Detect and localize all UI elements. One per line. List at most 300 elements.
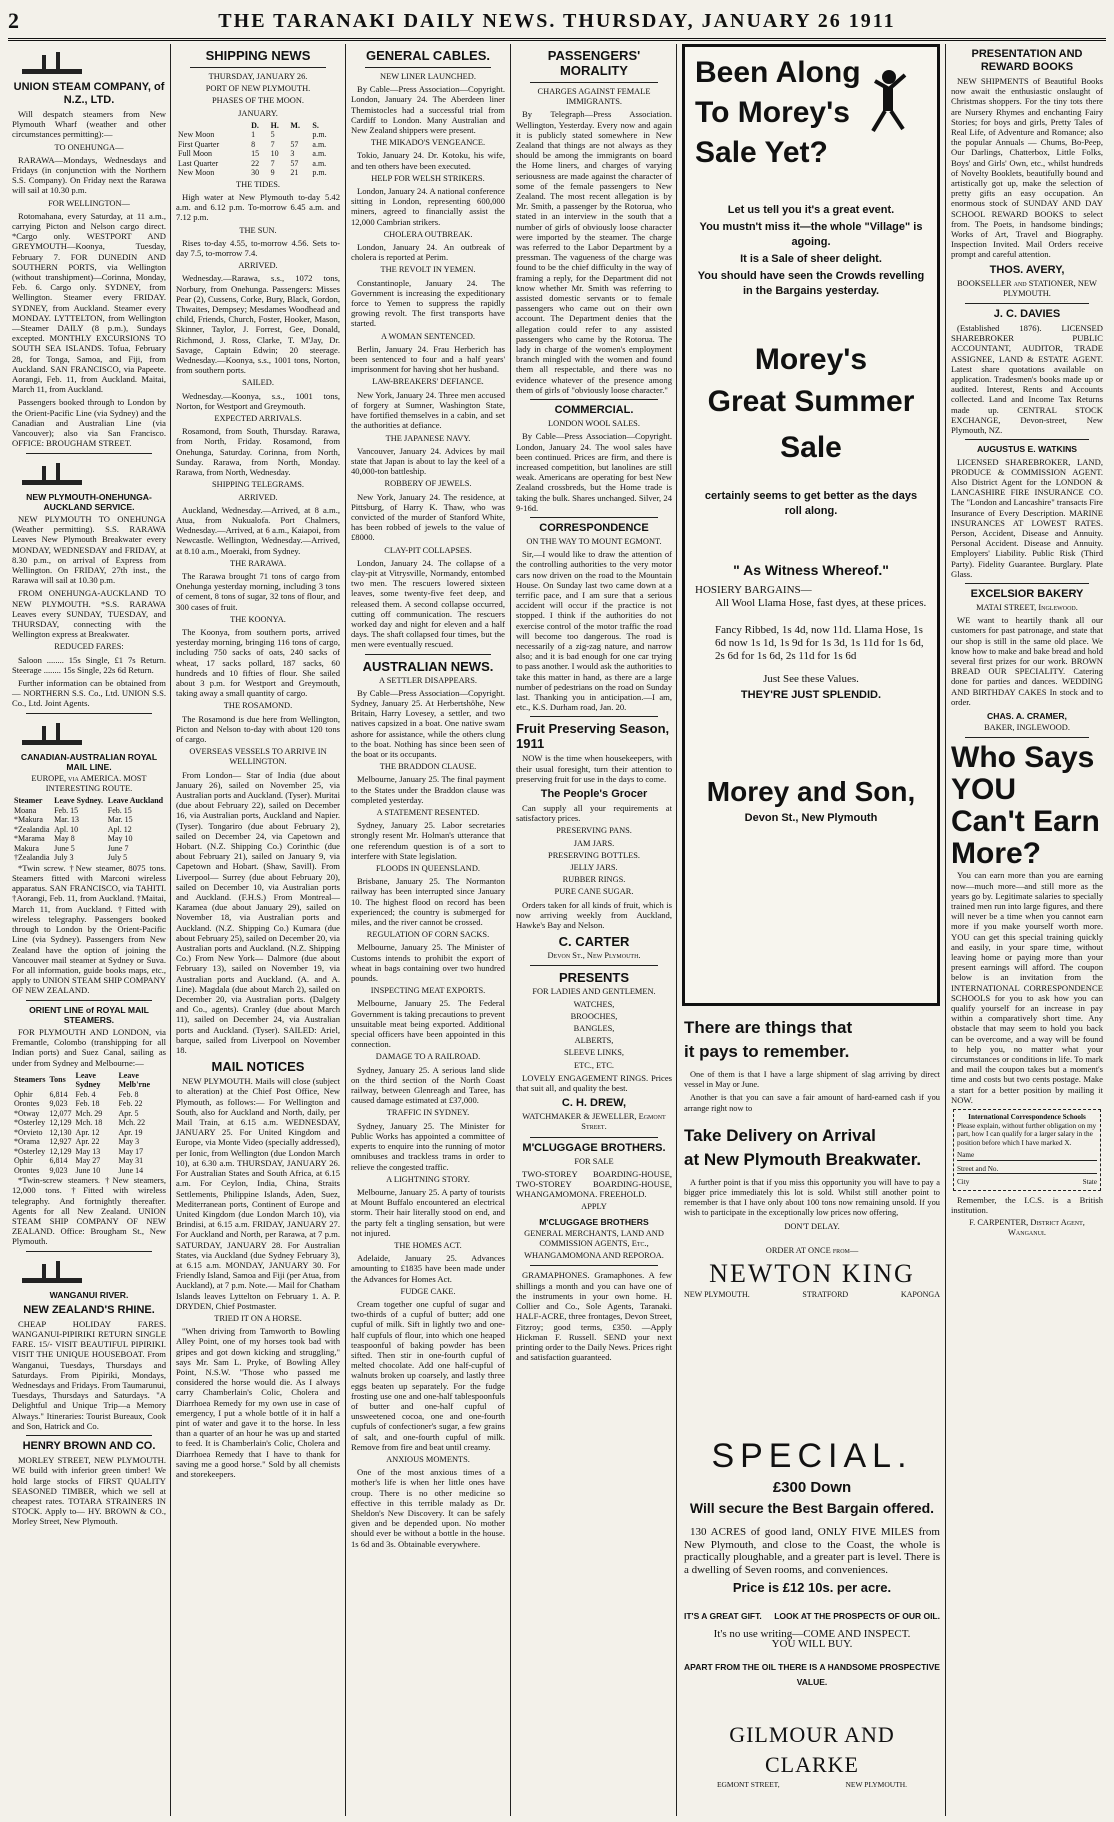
divider — [26, 453, 152, 454]
special-title: SPECIAL. — [711, 1437, 913, 1475]
table-cell: First Quarter — [178, 139, 220, 149]
cable-heading: THE REVOLT IN YEMEN. — [380, 265, 476, 275]
table-cell: May 10 — [107, 834, 133, 844]
divider — [26, 1435, 152, 1436]
steamer-icon — [12, 718, 166, 748]
column-general-cables — [347, 44, 509, 1816]
ics-coupon[interactable] — [953, 1109, 1101, 1191]
canadian-note: *Twin screw. †New steamer, 8075 tons. Steamers fitted with Marconi wireless apparatus. SAN FRANCISCO, via TAHITI. †Aorangi, Feb. 11, from Auckland. †Maitai, March 11, from Auckland. †Fitted with wireless telegraphy. Passengers booked through to London by the Orient-Pacific Line (via Sydney). Passengers from New Zealand have the option of joining the Vancouver mail steamer at Sydney or Suva. For all information, guide books maps, etc., apply to UNION STEAM SHIP COMPANY OF NEW ZEALAND. — [12, 862, 166, 996]
drew-heading: C. H. DREW, — [561, 1097, 627, 1110]
small-ads: GRAMAPHONES. Gramaphones. A few shillings a month and you can have one of the instruments in your own home. H. Collier and Co., Sole Agents, Taranaki. HALF-ACRE, three frontages, Devon Street, Fitzroy; good terms, £350. —Apply Hickman F. Russell. SEND your next printing order to the Daily News. Prices right and satisfaction guaranteed. — [516, 1270, 672, 1363]
fares-heading: REDUCED FARES: — [54, 642, 124, 652]
cable-heading: ROBBERY OF JEWELS. — [384, 479, 472, 489]
bakery-text: WE want to heartily thank all our customers for past patronage, and state that our shop is still in the same old place. We know how to make and bake bread and hold several first prizes for our work. BROWN BREAD OUR SPECIALITY. Catering done for parties and dances. WEDDING AND BIRTHDAY CAKES In stock and to order. — [951, 615, 1103, 707]
running-man-icon — [855, 67, 915, 137]
sailed-heading: SAILED. — [242, 378, 274, 388]
list-item: SLEEVE LINKS, — [563, 1048, 624, 1058]
coupon-field[interactable]: City — [957, 1178, 970, 1187]
whangamomona-text: WHANGAMOMONA AND REPOROA. — [524, 1251, 664, 1261]
table-cell: Apl. 10 — [54, 824, 79, 834]
table-cell: 8 — [251, 139, 256, 149]
wool-text: By Cable—Press Association—Copyright. London, January 24. The wool sales have been continued. Prices are firm, and there is increased competition, but lanolines are still weak. Americans are operating for best New Zealand crossbreds, but the Home trade is taking the bulk. Shares unchanged. Silver, 24 9-16d. — [516, 431, 672, 513]
fares-text: Saloon ........ 15s Single, £1 7s Return. Steerage ........ 15s Single, 22s 6d Return. — [12, 654, 166, 675]
table-row — [12, 1128, 166, 1138]
who-says-heading: Can't Earn — [951, 805, 1100, 839]
shipping-date: THURSDAY, JANUARY 26. — [208, 72, 308, 81]
table-cell: 6,814 — [49, 1089, 68, 1099]
divider — [965, 737, 1089, 738]
divider — [26, 713, 152, 714]
table-cell: Mar. 15 — [107, 815, 133, 825]
fudge-heading: FUDGE CAKE. — [400, 1286, 456, 1296]
cable-text: Berlin, January 24. Frau Herberich has been sentenced to four and a half years' imprisonment for having shot her husband. — [351, 343, 505, 375]
ad-spacer — [695, 705, 927, 775]
table-header: Leave Sydney. — [54, 796, 104, 806]
bakery-heading: EXCELSIOR BAKERY — [970, 587, 1084, 600]
davies-text: (Established 1876). LICENSED SHAREBROKER PUBLIC ACCOUNTANT, AUDITOR, TRADE ASSIGNEE, LAND & ESTATE AGENT. Latest share quotations available on application. Tradesmen's books made up or audited. Interest, Rents and Accounts collected. Land and Income Tax Returns made up. CENTRAL STOCK EXCHANGE, Devon-street, New Plymouth, NZ. — [951, 323, 1103, 436]
table-cell: 21 — [290, 168, 299, 178]
mail-text: NEW PLYMOUTH. Mails will close (subject to alteration) at the Chief Post Office, New Plymouth, as follows:— For Wellington and South, also for Auckland and North, daily, per Mail Train, at 6.15 a.m. WEDNESDAY, JANUARY 25. For United Kingdom and Europe, via Monte Video (specially addressed), per Ionic, from Wellington (due London March 10), at 6.30 a.m. THURSDAY, JANUARY 26. For Australian States and South Africa, at 6.15 a.m. For Ceylon, India, China, Straits Settlements, Philippine Islands, Aden, Suez, Mediterranean ports, Continent of Europe and United Kingdom (due London March 10), via Brindisi, at 6.15 a.m. FRIDAY, JANUARY 27. For Auckland and North, per Rarawa, at 7 p.m. SATURDAY, JANUARY 28. For Australian States, via Auckland (due Sydney February 3), at 6.15 a.m. MONDAY, JANUARY 30. For Friendly Island, Samoa and Fiji (per Atua, from Auckland), at 7 p.m. Note.— Mail for Chatham Islands leaves Lyttelton on February 1. A. P. DRYDEN, Chief Postmaster. — [176, 1076, 340, 1311]
rarawa-text: The Rarawa brought 71 tons of cargo from Onehunga yesterday morning, including 3 tons of cement, 8 tons of sugar, 32 tons of flour, and 300 cases of fruit. — [176, 570, 340, 612]
table-cell: Feb. 18 — [75, 1099, 100, 1109]
overseas-heading: OVERSEAS VESSELS TO ARRIVE IN WELLINGTON. — [189, 747, 327, 767]
table-cell: a.m. — [312, 139, 327, 149]
correspondence-text: Sir,—I would like to draw the attention of the controlling authorities to the very motor cars now driven on the road to the Mountain House. On Sunday last two came down at a terrific pace, and I am sure that a serious accident will occur if the practice is not stopped. I think if the authorities do not exercise control of the motor traffic the road will become too dangerous. The road is necessarily of a zig-zag nature, and narrow also; and it is bad enough for one car trying to pass another. I would ask the authorities to take this matter in hand, as there are a large number of pedestrians on the road on Sunday last. Thanking you in anticipation.—I am, etc., K.S. Durham road, Jan. 20. — [516, 549, 672, 713]
aus-text: Adelaide, January 25. Advances amounting to £1835 have been made under the Advances for Homes Act. — [351, 1253, 505, 1284]
take-text: A further point is that if you miss this opportunity you will have to pay a bigger price immediately this lot is sold. Whilst still another point to remember is that I have only about 100 tons now remaining unsold. If you wish to participate in the exceptionally low prices now offering, — [684, 1177, 940, 1218]
sun-text: Rises to-day 4.55, to-morrow 4.56. Sets to-day 7.5, to-morrow 7.4. — [176, 237, 340, 259]
column-passengers-commercial — [512, 44, 676, 1816]
table-header: H. — [270, 120, 279, 130]
table-cell: May 13 — [75, 1146, 101, 1156]
table-cell: 15 — [251, 149, 260, 159]
newton-towns — [684, 1290, 940, 1300]
table-cell: Feb. 15 — [54, 805, 79, 815]
coupon-field[interactable]: State — [1082, 1178, 1097, 1187]
aus-heading: A LIGHTNING STORY. — [386, 1174, 470, 1184]
presents-note: LOVELY ENGAGEMENT RINGS. Prices that suit all, and quality the best. — [516, 1072, 672, 1094]
expected-text: Rosamond, from South, Thursday. Rarawa, from North, Friday. Rosamond, from Onehunga, Saturday. Corinna, from North, Sunday. Rarawa, from North, Monday. Rarawa, from North, Wednesday. — [176, 426, 340, 478]
table-cell: *Osterley — [14, 1146, 46, 1156]
telegrams-sub: ARRIVED. — [238, 492, 278, 502]
morey-address: Devon St., New Plymouth — [744, 812, 878, 824]
list-item: ALBERTS, — [574, 1036, 614, 1046]
table-row — [12, 1090, 166, 1100]
cramer-heading: CHAS. A. CRAMER, — [987, 710, 1067, 721]
table-cell: Mch. 22 — [118, 1118, 146, 1128]
list-item: ETC., ETC. — [573, 1060, 614, 1070]
aus-text: Melbourne, January 25. The Federal Government is taking precautions to prevent unsuitable meat being exported. Additional special officers have been appointed in this connection. — [351, 998, 505, 1050]
telegrams-heading: SHIPPING TELEGRAMS. — [212, 480, 304, 490]
onehunga-np-text: FROM ONEHUNGA-AUCKLAND TO NEW PLYMOUTH. *S.S. RARAWA Leaves every SUNDAY, TUESDAY, and THURSDAY, connecting with the Wellington express at Breakwater. — [12, 588, 166, 640]
rarawa-heading: THE RARAWA. — [229, 558, 287, 568]
table-row — [176, 140, 340, 150]
for-sale-text: TWO-STOREY BOARDING-HOUSE, TWO-STOREY BOARDING-HOUSE, WHANGAMOMONA. FREEHOLD. — [516, 1168, 672, 1200]
table-row — [176, 168, 340, 178]
town-label: STRATFORD — [802, 1290, 849, 1300]
morey-son-title: Morey and Son, — [706, 776, 916, 807]
table-cell: Full Moon — [178, 149, 213, 159]
watkins-text: LICENSED SHAREBROKER, LAND, PRODUCE & COMMISSION AGENT. Also District Agent for the LONDON & LANCASHIRE FIRE INSURANCE CO. The "London and Lancashire" transacts Fire Insurance of Every Description. MARINE INSURANCES AT LOWEST RATES. Person, Accident, Disease and Annuity. Personal Accident. Disease and Annuity. Employers' Liability. Public Risk (Third Party). Fidelity Guarantee. Burglary. Plate Glass. — [951, 456, 1103, 579]
table-cell: 9,023 — [49, 1165, 68, 1175]
divider — [530, 1137, 658, 1138]
acres-text: 130 ACRES of good land, ONLY FIVE MILES from New Plymouth, and close to the Coast, the whole is practically ploughable, and a greater part is level. There is a dwelling of Seven rooms, and conveniences. — [684, 1526, 940, 1576]
aus-text: Melbourne, January 25. A party of tourists at Mount Buffalo encountered an electrical storm. Their hair literally stood on end, and the party felt a tingling sensation, but were not injured. — [351, 1186, 505, 1238]
morality-sub: CHARGES AGAINST FEMALE IMMIGRANTS. — [537, 87, 651, 107]
table-row — [12, 834, 166, 844]
table-cell: Makura — [14, 843, 39, 853]
table-row — [12, 844, 166, 854]
table-row — [12, 806, 166, 816]
moon-heading: PHASES OF THE MOON. — [212, 96, 304, 106]
address-part: NEW PLYMOUTH. — [845, 1779, 908, 1789]
cramer-sub: BAKER, INGLEWOOD. — [984, 723, 1070, 733]
moon-table — [176, 121, 340, 178]
table-row — [176, 130, 340, 140]
fudge-text: Cream together one cupful of sugar and two-thirds of a cupful of butter; add one cupful of milk. Sift in lightly two and one-half cupfuls of flour, into which one heaped teaspoonful of baking powder has been sifted. Then stir in one-fourth cupful of melted chocolate. Add one half-cupful of walnuts broken up coarsely, and lastly three eggs beaten up separately. For the fudge frosting use one and one-half tablespoonfuls of butter and one-half cupful of unsweetened cocoa, one and one-fourth cupfuls of confectioner's sugar, a few grains of salt, and one-fourth cupful of milk. Remove from fire and beat until creamy. — [351, 1298, 505, 1452]
table-cell: *Orama — [14, 1137, 40, 1147]
cable-heading: THE JAPANESE NAVY. — [385, 433, 471, 443]
table-cell: 22 — [251, 158, 260, 168]
cable-heading: NEW LINER LAUNCHED. — [380, 72, 476, 81]
morey-line: It is a Sale of sheer delight. — [740, 253, 882, 265]
table-cell: a.m. — [312, 149, 327, 159]
avery-text: BOOKSELLER and STATIONER, NEW PLYMOUTH. — [957, 278, 1097, 298]
grocer-heading: The People's Grocer — [540, 787, 648, 800]
koonya-text: The Koonya, from southern ports, arrived yesterday morning, bringing 116 tons of cargo, including 750 sacks of oats, 240 sacks of wheat, 17 sacks pollard, 187 sacks, 60 hundreds and 10 fifties of flour. She sailed about 3 p.m. for Westport and Greymouth, taking away a small quantity of cargo. — [176, 626, 340, 699]
avery-heading: THOS. AVERY, — [989, 263, 1065, 276]
who-text: You can earn more than you are earning now—much more—and still more as the years go by. Legitimate salaries to specially trained men run into large figures, and there will never be a time when you cannot earn more if you make yourself worth more. YOU can get this special training quickly and easily, in your spare time, without leaving home or paying more than your present earnings will afford. The coupon below is an invitation from the INTERNATIONAL CORRESPONDENCE SCHOOLS for you to ask how you can qualify yourself for an increase in pay within a comparatively short time. Any obstacle that may seem to hold you back can be overcome, and a way will be found to help you, no matter what your circumstances or conditions in life. To mark and mail the coupon takes but a moment's time and costs but two cents postage. Make a start for a better position by mailing it NOW. — [951, 870, 1103, 1105]
tides-text: High water at New Plymouth to-day 5.42 a.m. and 6.12 p.m. To-morrow 6.45 a.m. and 7.12 p.m. — [176, 192, 340, 223]
table-cell: June 5 — [54, 843, 75, 853]
witness-heading: " As Witness Whereof." — [733, 562, 889, 578]
presentation-heading: PRESENTATION AND REWARD BOOKS — [971, 48, 1083, 73]
table-cell: May 8 — [54, 834, 75, 844]
secure-line: Will secure the Best Bargain offered. — [689, 1500, 935, 1516]
table-cell: *Zealandia — [14, 824, 50, 834]
divider — [965, 439, 1089, 440]
horse-heading: TRIED IT ON A HORSE. — [214, 1313, 302, 1323]
remember-text: Remember, the I.C.S. is a British institution. — [951, 1194, 1103, 1215]
morey-line: You mustn't miss it—the whole "Village" is agoing. — [699, 221, 923, 248]
arrived-heading: ARRIVED. — [238, 261, 278, 271]
hosiery-prices: Fancy Ribbed, 1s 4d, now 11d. Llama Hose, 1s 6d now 1s 1d, 1s 9d for 1s 3d, 1s 11d for 1s 6d, 2s 6d for 1s 6d, 2s 11d for 1s 6d — [715, 624, 924, 662]
table-cell: Last Quarter — [178, 158, 219, 168]
wellington-text: Rotomahana, every Saturday, at 11 a.m., carrying Picton and Nelson cargo direct. *Cargo only. WESTPORT AND GREYMOUTH—Koonya, Tuesday, February 7. FOR DUNEDIN AND SOUTHERN PORTS, via Wellington (without transhipment)—Corinna, Monday, Feb. 6. Cargo only. SYDNEY, from Wellington. Steamer every FRIDAY. SYDNEY, from Auckland. Steamer every MONDAY. LYTTELTON, from Wellington—Steamer DAILY (8 p.m.), Sundays excepted. MONTHLY EXCURSIONS TO SOUTH SEA ISLANDS. Tofua, February 28, for Tonga, Samoa, and Fiji, from Auckland. SAN FRANCISCO, via Papeete. Aorangi, Feb. 11, from Auckland. Maitai, March 11, from Auckland. — [12, 210, 166, 395]
anxious-heading: ANXIOUS MOMENTS. — [386, 1454, 470, 1464]
mcluggage-text: GENERAL MERCHANTS, LAND AND COMMISSION AGENTS, Etc., — [524, 1228, 664, 1249]
wanganui-text: CHEAP HOLIDAY FARES. WANGANUI-PIPIRIKI RETURN SINGLE FARE. 15/- VISIT BEAUTIFUL PIPIRIKI. VISIT THE UNIQUE HOUSEBOAT. From Wanganui, Tuesdays, Thursdays and Saturdays. From Pipiriki, Mondays, Wednesdays and Fridays. From Taumarunui, Tuesdays, Thursdays and Saturdays. "A Delightful and Unique Trip—a Memory Always." Itineraries: Tourist Bureaux, Cook and Son, Hatrick and Co. — [12, 1318, 166, 1431]
orient-timetable — [12, 1071, 166, 1176]
table-cell: 57 — [290, 139, 299, 149]
cable-text: Constantinople, January 24. The Government is increasing the expeditionary force to Yemen to suppress the rapidly growing revolt. The first transports have started. — [351, 277, 505, 329]
canadian-sub: EUROPE, via AMERICA. MOST INTERESTING ROUTE. — [31, 773, 147, 794]
aus-heading: REGULATION OF CORN SACKS. — [366, 930, 490, 940]
gift-row — [684, 1611, 940, 1621]
table-cell: 10 — [270, 149, 279, 159]
wool-heading: LONDON WOOL SALES. — [548, 419, 640, 429]
aus-text: Melbourne, January 25. The Minister of Customs intends to prohibit the export of wheat in bags containing over two hundred pounds. — [351, 942, 505, 984]
newton-king-ad — [684, 1016, 940, 1300]
gilmour-clarke-ad — [684, 1434, 940, 1790]
cable-text: London, January 24. The collapse of a clay-pit at Vitrysville, Normandy, entombed two men. The rescuers lowered sixteen leaves, some twenty-five feet deep, and released them. A second collapse occurred, cutting off communication. The rescuers worked day and night for eleven and a half days. The shaft collapsed four times, but the men were eventually rescued. — [351, 557, 505, 650]
cable-heading: LAW-BREAKERS' DEFIANCE. — [372, 377, 484, 387]
table-header: Leave Sydney — [75, 1070, 101, 1090]
presentation-text: NEW SHIPMENTS of Beautiful Books now await the enthusiastic onslaught of Christmas shoppers. For the tiny tots there are Nursery Rhymes and enchanting Fairy Stories; for boys and girls, Pretty Tales of Real Life, of Adventure and Romance; also the popular Annuals — Chums, Bo-Peep, Our Darlings, Chatterbox, Little Folks, Boys' and Girls' Own, etc., whilst hundreds of Novelty Booklets, beautifully bound and artistically got up, make the selection of pretty gifts an easy occupation. An enormous stock of SUNDAY AND DAY SCHOOL REWARD BOOKS to select from. The Poets, in handsome bindings; Works of Art, Travel and Biography. Inspection Invited. Mail Orders receive prompt and careful attention. — [951, 76, 1103, 260]
table-cell: 30 — [251, 168, 260, 178]
presents-heading: PRESENTS — [558, 970, 630, 986]
things-heading: it pays to remember. — [684, 1042, 850, 1061]
table-cell: 5 — [270, 130, 275, 140]
table-cell: June 10 — [75, 1165, 101, 1175]
table-cell: Moana — [14, 805, 37, 815]
table-cell: Apr. 12 — [75, 1127, 100, 1137]
divider — [965, 303, 1089, 304]
things-text: Another is that you can save a fair amount of hard-earned cash if you arrange right now to — [684, 1093, 940, 1113]
table-header: Leave Auckland — [107, 796, 164, 806]
table-cell: Ophir — [14, 1089, 33, 1099]
table-cell: 1 — [251, 130, 256, 140]
divider — [365, 67, 491, 68]
np-service-text: NEW PLYMOUTH TO ONEHUNGA (Weather permitting). S.S. RARAWA Leaves New Plymouth Breakwater every MONDAY, WEDNESDAY and FRIDAY, at 8.30 p.m., on arrival of Express from Wellington. On FRIDAY, 27th inst., the Rarawa will sail at 10.30 p.m. — [12, 513, 166, 586]
table-row — [12, 825, 166, 835]
correspondence-sub: ON THE WAY TO MOUNT EGMONT. — [526, 536, 662, 546]
bakery-sub: MATAI STREET, Inglewood. — [976, 602, 1078, 612]
union-company-heading: UNION STEAM COMPANY, of N.Z., LTD. — [13, 81, 165, 106]
masthead — [8, 4, 1106, 41]
steamer-icon — [12, 458, 166, 488]
hosiery-values: Just See these Values. — [763, 673, 859, 685]
table-cell: Orontes — [14, 1165, 40, 1175]
steamer-icon — [12, 47, 166, 77]
coupon-field[interactable]: Street and No. — [957, 1165, 1097, 1175]
cable-text: New York, January 24. The residence, at Pittsburg, of Harry K. Thaw, who was convicted of the murder of Stanford White, has been robbed of jewels to the value of £8000. — [351, 491, 505, 543]
table-cell — [288, 130, 310, 140]
write-line: YOU WILL BUY. — [771, 1638, 853, 1651]
morey-heading-line: Sale Yet? — [695, 136, 828, 169]
divider — [530, 399, 658, 400]
telegrams-text: Auckland, Wednesday.—Arrived, at 8 a.m., Atua, from Nukualofa. Port Chalmers, Wednesday.—Arrived, at 6 a.m., Kaiapoi, from Newcastle. Wellington, Wednesday.—Arrived, at 8.10 a.m., Moeraki, from Sydney. — [176, 504, 340, 556]
table-row — [12, 1137, 166, 1147]
cable-heading: THE MIKADO'S VENGEANCE. — [370, 138, 486, 148]
aus-text: Brisbane, January 25. The Normanton railway has been interrupted since January 10. The highest flood on record has been experienced; the country is submerged for miles, and the river cannot be crossed. — [351, 876, 505, 928]
table-row — [176, 159, 340, 169]
table-cell: May 17 — [118, 1146, 144, 1156]
wellington-heading: FOR WELLINGTON— — [48, 198, 130, 208]
cable-text: London, January 24. A national conference sitting in London, representing 600,000 miners, agreed to financially assist the 12,000 Cambrian strikers. — [351, 186, 505, 227]
take-delivery-heading: at New Plymouth Breakwater. — [684, 1149, 922, 1169]
fruit-heading: Fruit Preserving Season, 1911 — [516, 721, 670, 752]
apart-line: APART FROM THE OIL THERE IS A HANDSOME PROSPECTIVE VALUE. — [684, 1661, 940, 1687]
hosiery-heading: HOSIERY BARGAINS— — [695, 584, 812, 596]
table-cell: *Makura — [14, 815, 43, 825]
page-number: 2 — [8, 8, 19, 33]
divider — [965, 583, 1089, 584]
column-rule — [510, 44, 511, 1816]
table-header: M. — [290, 120, 300, 130]
table-cell: p.m. — [312, 130, 327, 140]
morey-heading-line: To Morey's — [695, 96, 850, 129]
divider — [530, 965, 658, 966]
list-item: BROOCHES, — [570, 1011, 618, 1021]
list-item: PRESERVING BOTTLES. — [548, 850, 640, 860]
divider — [365, 654, 491, 655]
aus-text: Sydney, January 25. A serious land slide on the third section of the North Coast railway, between Glenreagh and Taree, has caused damage estimated at £37,000. — [351, 1064, 505, 1106]
aus-heading: TRAFFIC IN SYDNEY. — [386, 1108, 470, 1118]
table-cell: *Osterley — [14, 1118, 46, 1128]
table-cell: May 31 — [118, 1156, 144, 1166]
gift-label: IT'S A GREAT GIFT. — [684, 1611, 762, 1621]
table-header: Tons — [49, 1075, 66, 1085]
presents-sub: FOR LADIES AND GENTLEMEN. — [532, 987, 656, 997]
morey-sale-title: Great Summer Sale — [707, 385, 915, 464]
divider — [530, 517, 658, 518]
watkins-heading: AUGUSTUS E. WATKINS — [976, 444, 1078, 455]
grocer-text: Can supply all your requirements at satisfactory prices. — [516, 802, 672, 824]
things-heading: There are things that — [684, 1018, 853, 1037]
aus-heading: A SETTLER DISAPPEARS. — [379, 675, 477, 685]
cable-text: Tokio, January 24. Dr. Kotoku, his wife, and ten others have been executed. — [351, 150, 505, 171]
carter-heading: C. CARTER — [558, 934, 630, 950]
sailed-text: Wednesday.—Koonya, s.s., 1001 tons, Norton, for Westport and Greymouth. — [176, 390, 340, 411]
aus-text: Sydney, January 25. The Minister for Public Works has appointed a committee of experts to enquire into the running of motor omnibuses and trackless trams in order to relieve the congested traffic. — [351, 1120, 505, 1172]
list-item: RUBBER RINGS. — [562, 875, 626, 885]
table-cell: Apr. 5 — [118, 1108, 139, 1118]
table-cell: 7 — [270, 158, 275, 168]
table-cell: *Marama — [14, 834, 45, 844]
table-header: D. — [251, 120, 259, 130]
list-item: PURE CANE SUGAR. — [554, 887, 634, 897]
table-cell: Apr. 19 — [118, 1127, 143, 1137]
table-row — [12, 853, 166, 863]
morality-text: By Telegraph—Press Association. Wellington, Yesterday. Every now and again it is publicly stated somewhere in New Zealand that things are not always as they should be among the immigrants on board the Home liners, and charges of varying seriousness are made against the character of some of the female passengers to New Zealand. The most recent allegation is by Mr. Smith, a passenger by the Rotorua, who stated in an interview in the south that a number of girls of obviously loose character were imported by the steamer. The charge was referred to the Labor Department by a pressman. The vagueness of the charge was found to be the chief difficulty in the way of framing a reply, for the Department did not know whether Mr. Smith was referring to assisted domestic servants or to female passengers who came out on their own account. The Department denies that the allegation could refer to any assisted passengers who came by the Rotorua. The lady in charge of the women's employment branch mingled with the women and found them all respectable, and there was no evidence whatever of the presence among them of girls of "obviously loose character." — [516, 109, 672, 395]
table-cell: July 3 — [54, 853, 74, 863]
address-part: EGMONT STREET, — [716, 1779, 780, 1789]
town-label: NEW PLYMOUTH. — [684, 1290, 750, 1300]
table-cell: 9,023 — [49, 1099, 68, 1109]
divider — [530, 716, 658, 717]
canadian-heading: CANADIAN-AUSTRALIAN ROYAL MAIL LINE. — [20, 751, 158, 772]
australian-news-heading: AUSTRALIAN NEWS. — [362, 658, 494, 674]
brown-text: MORLEY STREET, NEW PLYMOUTH. WE build with inferior green timber! We hold large stocks of FIRST QUALITY SEASONED TIMBER, which we sell at cheapest rates. TOTARA STRAINERS IN STOCK. Apply to— HY. BROWN & CO., Morley Street, New Plymouth. — [12, 1455, 166, 1527]
apply-label: APPLY — [581, 1202, 607, 1212]
splendid-line: THEY'RE JUST SPLENDID. — [740, 689, 882, 701]
koonya-heading: THE KOONYA. — [230, 614, 286, 624]
column-shipping-news — [172, 44, 344, 1816]
morey-line: You should have seen the Crowds revelling in the Bargains yesterday. — [697, 270, 925, 297]
order-line: ORDER AT ONCE from— — [765, 1245, 859, 1255]
table-cell: †Zealandia — [14, 853, 50, 863]
mcluggage-heading: M'CLUGGAGE BROTHERS. — [522, 1141, 666, 1154]
divider — [530, 82, 658, 83]
column-rule — [170, 44, 171, 1816]
grocer-note: Orders taken for all kinds of fruit, which is now arriving weekly from Auckland, Hawke's Bay and Nelson. — [516, 899, 672, 931]
passengers-text: Passengers booked through to London by the Orient-Pacific Line (via Sydney) and the Canadian and Australian Line (via Vancouver); also via San Francisco. OFFICE: BROUGHAM STREET. — [12, 397, 166, 449]
hosiery-text: All Wool Llama Hose, fast dyes, at these prices. — [715, 597, 927, 609]
column-rule — [345, 44, 346, 1816]
river-steamer-icon — [12, 1256, 166, 1286]
table-header: Leave Melb'rne — [118, 1070, 150, 1090]
list-item: JAM JARS. — [573, 838, 615, 848]
coupon-field[interactable]: Name — [957, 1151, 1097, 1161]
davies-heading: J. C. DAVIES — [993, 308, 1061, 321]
onehunga-heading: TO ONEHUNGA— — [54, 142, 124, 152]
table-row — [12, 1147, 166, 1157]
price-down: £300 Down — [772, 1479, 852, 1496]
table-cell: Apl. 12 — [107, 824, 132, 834]
table-cell: Feb. 8 — [118, 1089, 139, 1099]
who-says-heading: Who Says — [951, 741, 1095, 775]
write-line: It's no use writing—COME AND INSPECT. — [713, 1628, 911, 1641]
for-sale-heading: FOR SALE — [574, 1156, 614, 1166]
coupon-text: Please explain, without further obligation on my part, how I can qualify for a larger salary in the position before which I have marked X. — [957, 1121, 1097, 1147]
table-cell: 7 — [270, 139, 275, 149]
cable-heading: CLAY-PIT COLLAPSES. — [384, 545, 472, 555]
overseas-text: From London— Star of India (due about January 26), sailed on November 25, via Australian ports and Auckland. (Tyser). Muritai (due about February 22), sailed on December 16, via Australian ports, Auckland and Napier. (Tyser). Tongariro (due about February 2), sailed on December 24, via Capetown and Hobart. (N.Z. Shipping Co.) Corinthic (due about February 21), sailed on January 9, via Capetown and Hobart. (Shaw, Savill). From Liverpool— Surrey (due about February 20), sailed on December 10, via Australian ports and Auckland. (F.H.S.) From Montreal— Karamea (due about January 29), sailed on November 18, via Australian ports and Auckland. (N.Z. Shipping Co.) Kumara (due about February 25), sailed on December 20, via Australian ports and Auckland. (N.Z. Shipping Co.) From New York— Dalmore (due about February 13), sailed on November 19, via Australian ports and Auckland. (A. and A. Line). Magdala (due about March 2), sailed on December 20, via Australian ports. (Dalgety and Co., agents). Cranley (due about March 11), sailed on December 24, via Australian ports and Auckland. (Tyser). SAILED: Ariel, barque, sailed from Liverpool on November 18. — [176, 769, 340, 1056]
aus-heading: THE HOMES ACT. — [394, 1240, 462, 1250]
town-label: KAPONGA — [900, 1290, 940, 1300]
orient-heading: ORIENT LINE of ROYAL MAIL STEAMERS. — [29, 1004, 149, 1025]
carpenter-text: F. CARPENTER, District Agent, Wanganui. — [969, 1217, 1085, 1238]
sun-heading: THE SUN. — [239, 225, 277, 235]
aus-heading: INSPECTING MEAT EXPORTS. — [370, 986, 486, 996]
horse-text: "When driving from Tamworth to Bowling Alley Point, one of my horses took bad with gripes and got down kicking and struggling," says Mr. Sam L. Pryke, of Bowling Alley Point, N.S.W. "Those who passed me considered the horse would die. As I always carry Chamberlain's Colic, Cholera and Diarrhoea Remedy for my own use in case of emergency, I put a whole bottle of it in half a pint of water and gave it to the horse. In less than a quarter of an hour he was up and started to feed. It is Chamberlain's Colic, Cholera and Diarrhoea Remedy that I have to thank for saving me a good horse." Sold by all chemists and storekeepers. — [176, 1326, 340, 1479]
ad-spacer — [695, 301, 927, 341]
list-item: WATCHES, — [573, 999, 615, 1009]
cable-heading: CHOLERA OUTBREAK. — [383, 229, 473, 239]
general-cables-heading: GENERAL CABLES. — [366, 48, 490, 63]
moon-month: JANUARY. — [238, 108, 278, 118]
table-row — [12, 1109, 166, 1119]
morality-heading: PASSENGERS' MORALITY — [547, 48, 641, 78]
column-display-ads — [678, 44, 945, 1816]
cable-text: By Cable—Press Association—Copyright. London, January 24. The Aberdeen liner Themistocles had a successful trial from Cardiff to London. Many Australian and New Zealand shippers were present. — [351, 84, 505, 136]
table-cell: Mch. 18 — [75, 1118, 103, 1128]
table-cell: 12,129 — [49, 1118, 72, 1128]
take-delivery-heading: Take Delivery on Arrival — [684, 1125, 876, 1145]
port-heading: PORT OF NEW PLYMOUTH. — [205, 84, 311, 94]
canadian-timetable — [12, 796, 166, 863]
brown-heading: HENRY BROWN AND CO. — [22, 1440, 156, 1453]
list-item: PRESERVING PANS. — [556, 826, 632, 836]
cable-text: New York, January 24. Three men accused of forgery at Sumner, Washington State, have fortified themselves in a cabin, and set the authorities at defiance. — [351, 389, 505, 431]
carter-address: Devon St., New Plymouth. — [547, 951, 641, 961]
correspondence-heading: CORRESPONDENCE — [539, 521, 649, 534]
table-cell: a.m. — [312, 158, 327, 168]
list-item: BANGLES, — [573, 1024, 615, 1034]
rosamond-text: The Rosamond is due here from Wellington, Picton and Nelson to-day with about 120 tons of cargo. — [176, 713, 340, 744]
table-cell: Mar. 13 — [54, 815, 79, 825]
morey-heading-line: Been Along — [695, 56, 861, 89]
column-rule — [676, 44, 677, 1816]
newspaper-title: THE TARANAKI DAILY NEWS. THURSDAY, JANUARY 26 1911 — [218, 9, 896, 32]
column-shipping-ads — [8, 44, 170, 1816]
arrived-text: Wednesday.—Rarawa, s.s., 1072 tons, Norbury, from Onehunga. Passengers: Misses Pear (2), Cussens, Corke, Bury, Black, Gordon, Thwaites, Dempsey; Mesdames Woodhead and child, Friends, Church, Foster, Hooker, Mason, Skinner, Taylor, J. Forrest, Gee, Donald, Richmond, J. Ross, Clarke, T. M'Jay, Dr. Savage, Captain Edwin; 20 steerage. Wednesday.—Koonya, s.s., 1001 tons, Norton, from southern ports. — [176, 273, 340, 376]
aus-text: Sydney, January 25. Labor secretaries strongly resent Mr. Holman's utterance that one referendum question is of a sort to interfere with State legislation. — [351, 820, 505, 861]
list-item: JELLY JARS. — [570, 863, 618, 872]
table-row — [12, 1166, 166, 1176]
who-says-heading: More? — [951, 837, 1041, 871]
table-row — [12, 815, 166, 825]
drew-text: WATCHMAKER & JEWELLER, Egmont Street. — [522, 1112, 666, 1132]
table-cell: *Otway — [14, 1108, 40, 1118]
oil-label: LOOK AT THE PROSPECTS OF OUR OIL. — [774, 1611, 940, 1621]
ad-spacer — [695, 173, 927, 201]
aus-heading: THE BRADDON CLAUSE. — [379, 762, 477, 772]
things-text: One of them is that I have a large shipment of slag arriving by direct vessel in May or June. — [684, 1070, 940, 1090]
table-cell: Mch. 29 — [75, 1108, 103, 1118]
table-cell: June 7 — [107, 843, 129, 853]
